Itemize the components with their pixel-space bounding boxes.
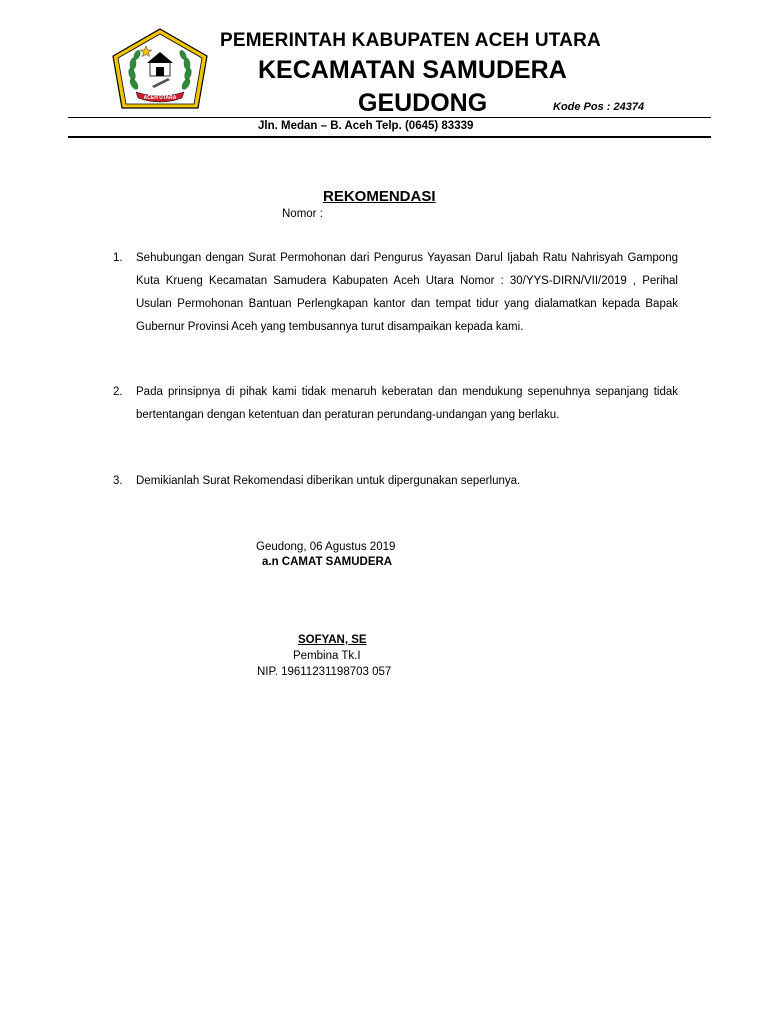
signature-role: a.n CAMAT SAMUDERA xyxy=(262,556,393,568)
header-address: Jln. Medan – B. Aceh Telp. (0645) 83339 xyxy=(258,120,474,132)
letter-title: REKOMENDASI xyxy=(323,188,436,205)
item-number: 3. xyxy=(113,475,123,487)
header-government-name: PEMERINTAH KABUPATEN ACEH UTARA xyxy=(220,30,601,51)
signature-rank: Pembina Tk.I xyxy=(293,650,361,662)
header-village-name: GEUDONG xyxy=(358,89,488,117)
item-text: Sehubungan dengan Surat Permohonan dari Pengurus Yayasan Darul Ijabah Ratu Nahrisyah Gampong Kuta Krueng Kecamatan Samudera Kabupaten Aceh Utara Nomor : 30/YYS-DIRN/VII/2019 , Perihal Usulan Permohonan Bantuan Perlengkapan kantor dan tempat tidur yang dialamatkan kepada Bapak Gubernur Provinsi Aceh yang tembusannya turut disampaikan kepada kami. xyxy=(136,252,678,333)
letter-number: Nomor : xyxy=(282,208,323,220)
kabupaten-aceh-utara-logo xyxy=(110,26,210,112)
header-district-name: KECAMATAN SAMUDERA xyxy=(258,56,567,84)
item-number: 1. xyxy=(113,252,123,264)
letter-item xyxy=(113,381,678,427)
item-text: Pada prinsipnya di pihak kami tidak menaruh keberatan dan mendukung sepenuhnya sepanjang tidak bertentangan dengan ketentuan dan peraturan perundang-undangan yang berlaku. xyxy=(136,386,678,421)
header-postal-code: Kode Pos : 24374 xyxy=(553,101,645,113)
signature-name: SOFYAN, SE xyxy=(298,634,367,646)
header-divider-top xyxy=(68,117,711,118)
item-number: 2. xyxy=(113,386,123,398)
logo-ribbon-text: ACEH UTARA xyxy=(143,95,177,101)
item-text: Demikianlah Surat Rekomendasi diberikan untuk dipergunakan seperlunya. xyxy=(136,475,521,487)
signature-nip: NIP. 19611231198703 057 xyxy=(257,666,392,678)
letter-item xyxy=(113,247,678,339)
letter-item xyxy=(113,470,678,493)
signature-place-date: Geudong, 06 Agustus 2019 xyxy=(256,541,396,553)
header-divider-bottom xyxy=(68,136,711,138)
